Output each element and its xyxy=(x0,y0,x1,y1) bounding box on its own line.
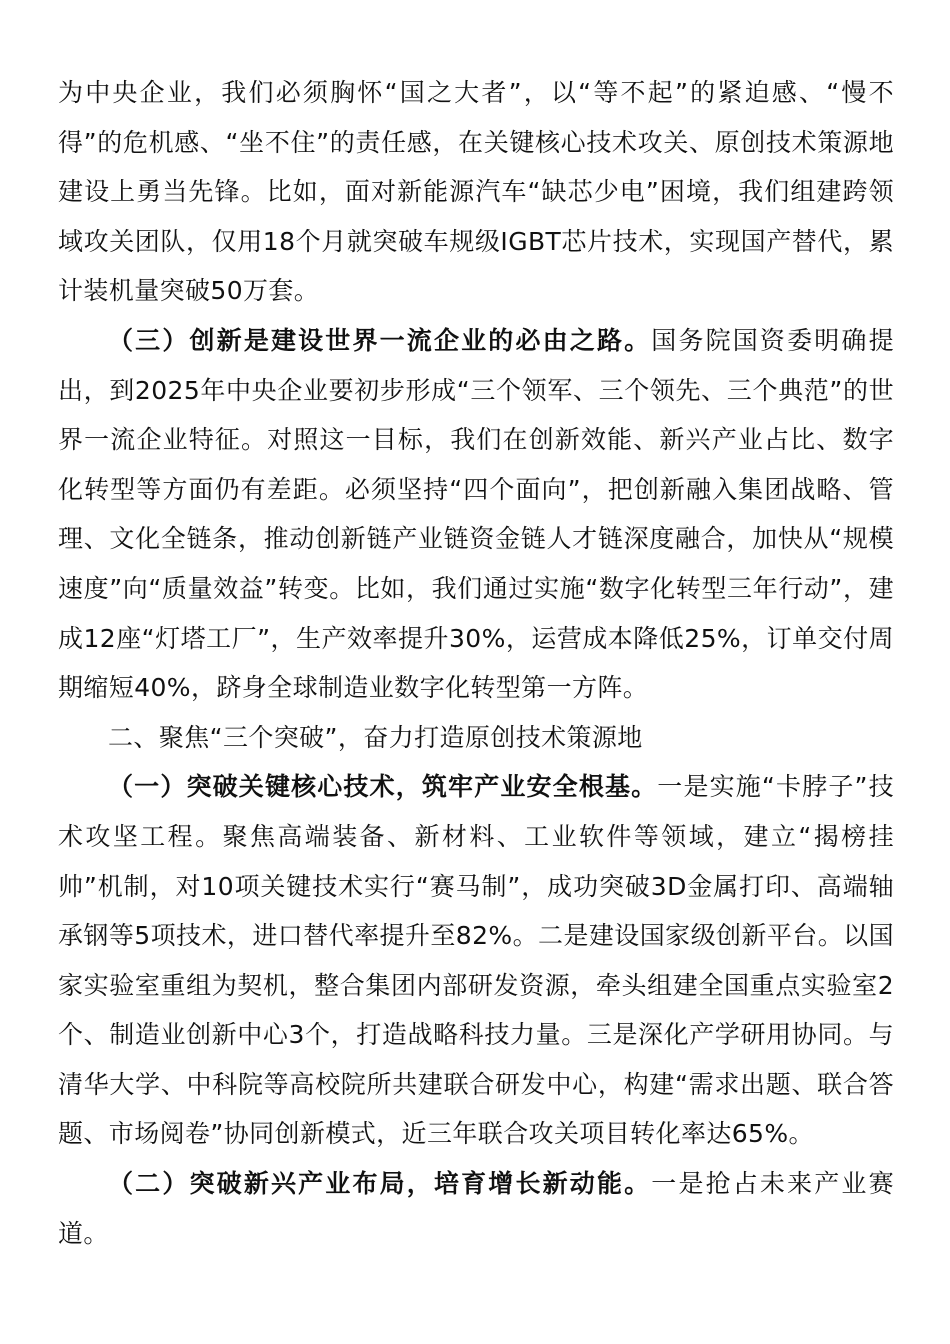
paragraph-text: 一是抢占未来产业赛道。 xyxy=(58,1169,894,1248)
paragraph-world-class-enterprise xyxy=(58,316,894,713)
document-body xyxy=(58,68,894,1258)
paragraph-text: 一是实施“卡脖子”技术攻坚工程。聚焦高端装备、新材料、工业软件等领域，建立“揭榜挂帅”机制，对10项关键技术实行“赛马制”，成功突破3D金属打印、高端轴承钢等5项技术，进口替代率提升至82%。二是建设国家级创新平台。以国家实验室重组为契机，整合集团内部研发资源，牵头组建全国重点实验室2个、制造业创新中心3个，打造战略科技力量。三是深化产学研用协同。与清华大学、中科院等高校院所共建联合研发中心，构建“需求出题、联合答题、市场阅卷”协同创新模式，近三年联合攻关项目转化率达65%。 xyxy=(58,772,895,1149)
paragraph-emerging-industry xyxy=(58,1159,894,1258)
paragraph-central-enterprise-responsibility xyxy=(58,68,894,316)
section-title xyxy=(58,713,894,763)
paragraph-heading: （二）突破新兴产业布局，培育增长新动能。 xyxy=(108,1169,652,1199)
paragraph-text: 国务院国资委明确提出，到2025年中央企业要初步形成“三个领军、三个领先、三个典范”的世界一流企业特征。对照这一目标，我们在创新效能、新兴产业占比、数字化转型等方面仍有差距。必须坚持“四个面向”，把创新融入集团战略、管理、文化全链条，推动创新链产业链资金链人才链深度融合，加快从“规模速度”向“质量效益”转变。比如，我们通过实施“数字化转型三年行动”，建成12座“灯塔工厂”，生产效率提升30%，运营成本降低25%，订单交付周期缩短40%，跻身全球制造业数字化转型第一方阵。 xyxy=(58,325,894,703)
paragraph-key-core-technology xyxy=(58,762,894,1159)
paragraph-heading: （一）突破关键核心技术，筑牢产业安全根基。 xyxy=(108,772,658,802)
section-title-text: 二、聚焦“三个突破”，奋力打造原创技术策源地 xyxy=(108,722,643,752)
paragraph-text: 为中央企业，我们必须胸怀“国之大者”，以“等不起”的紧迫感、“慢不得”的危机感、“坐不住”的责任感，在关键核心技术攻关、原创技术策源地建设上勇当先锋。比如，面对新能源汽车“缺芯少电”困境，我们组建跨领域攻关团队，仅用18个月就突破车规级IGBT芯片技术，实现国产替代，累计装机量突破50万套。 xyxy=(58,78,894,306)
paragraph-heading: （三）创新是建设世界一流企业的必由之路。 xyxy=(108,325,652,355)
